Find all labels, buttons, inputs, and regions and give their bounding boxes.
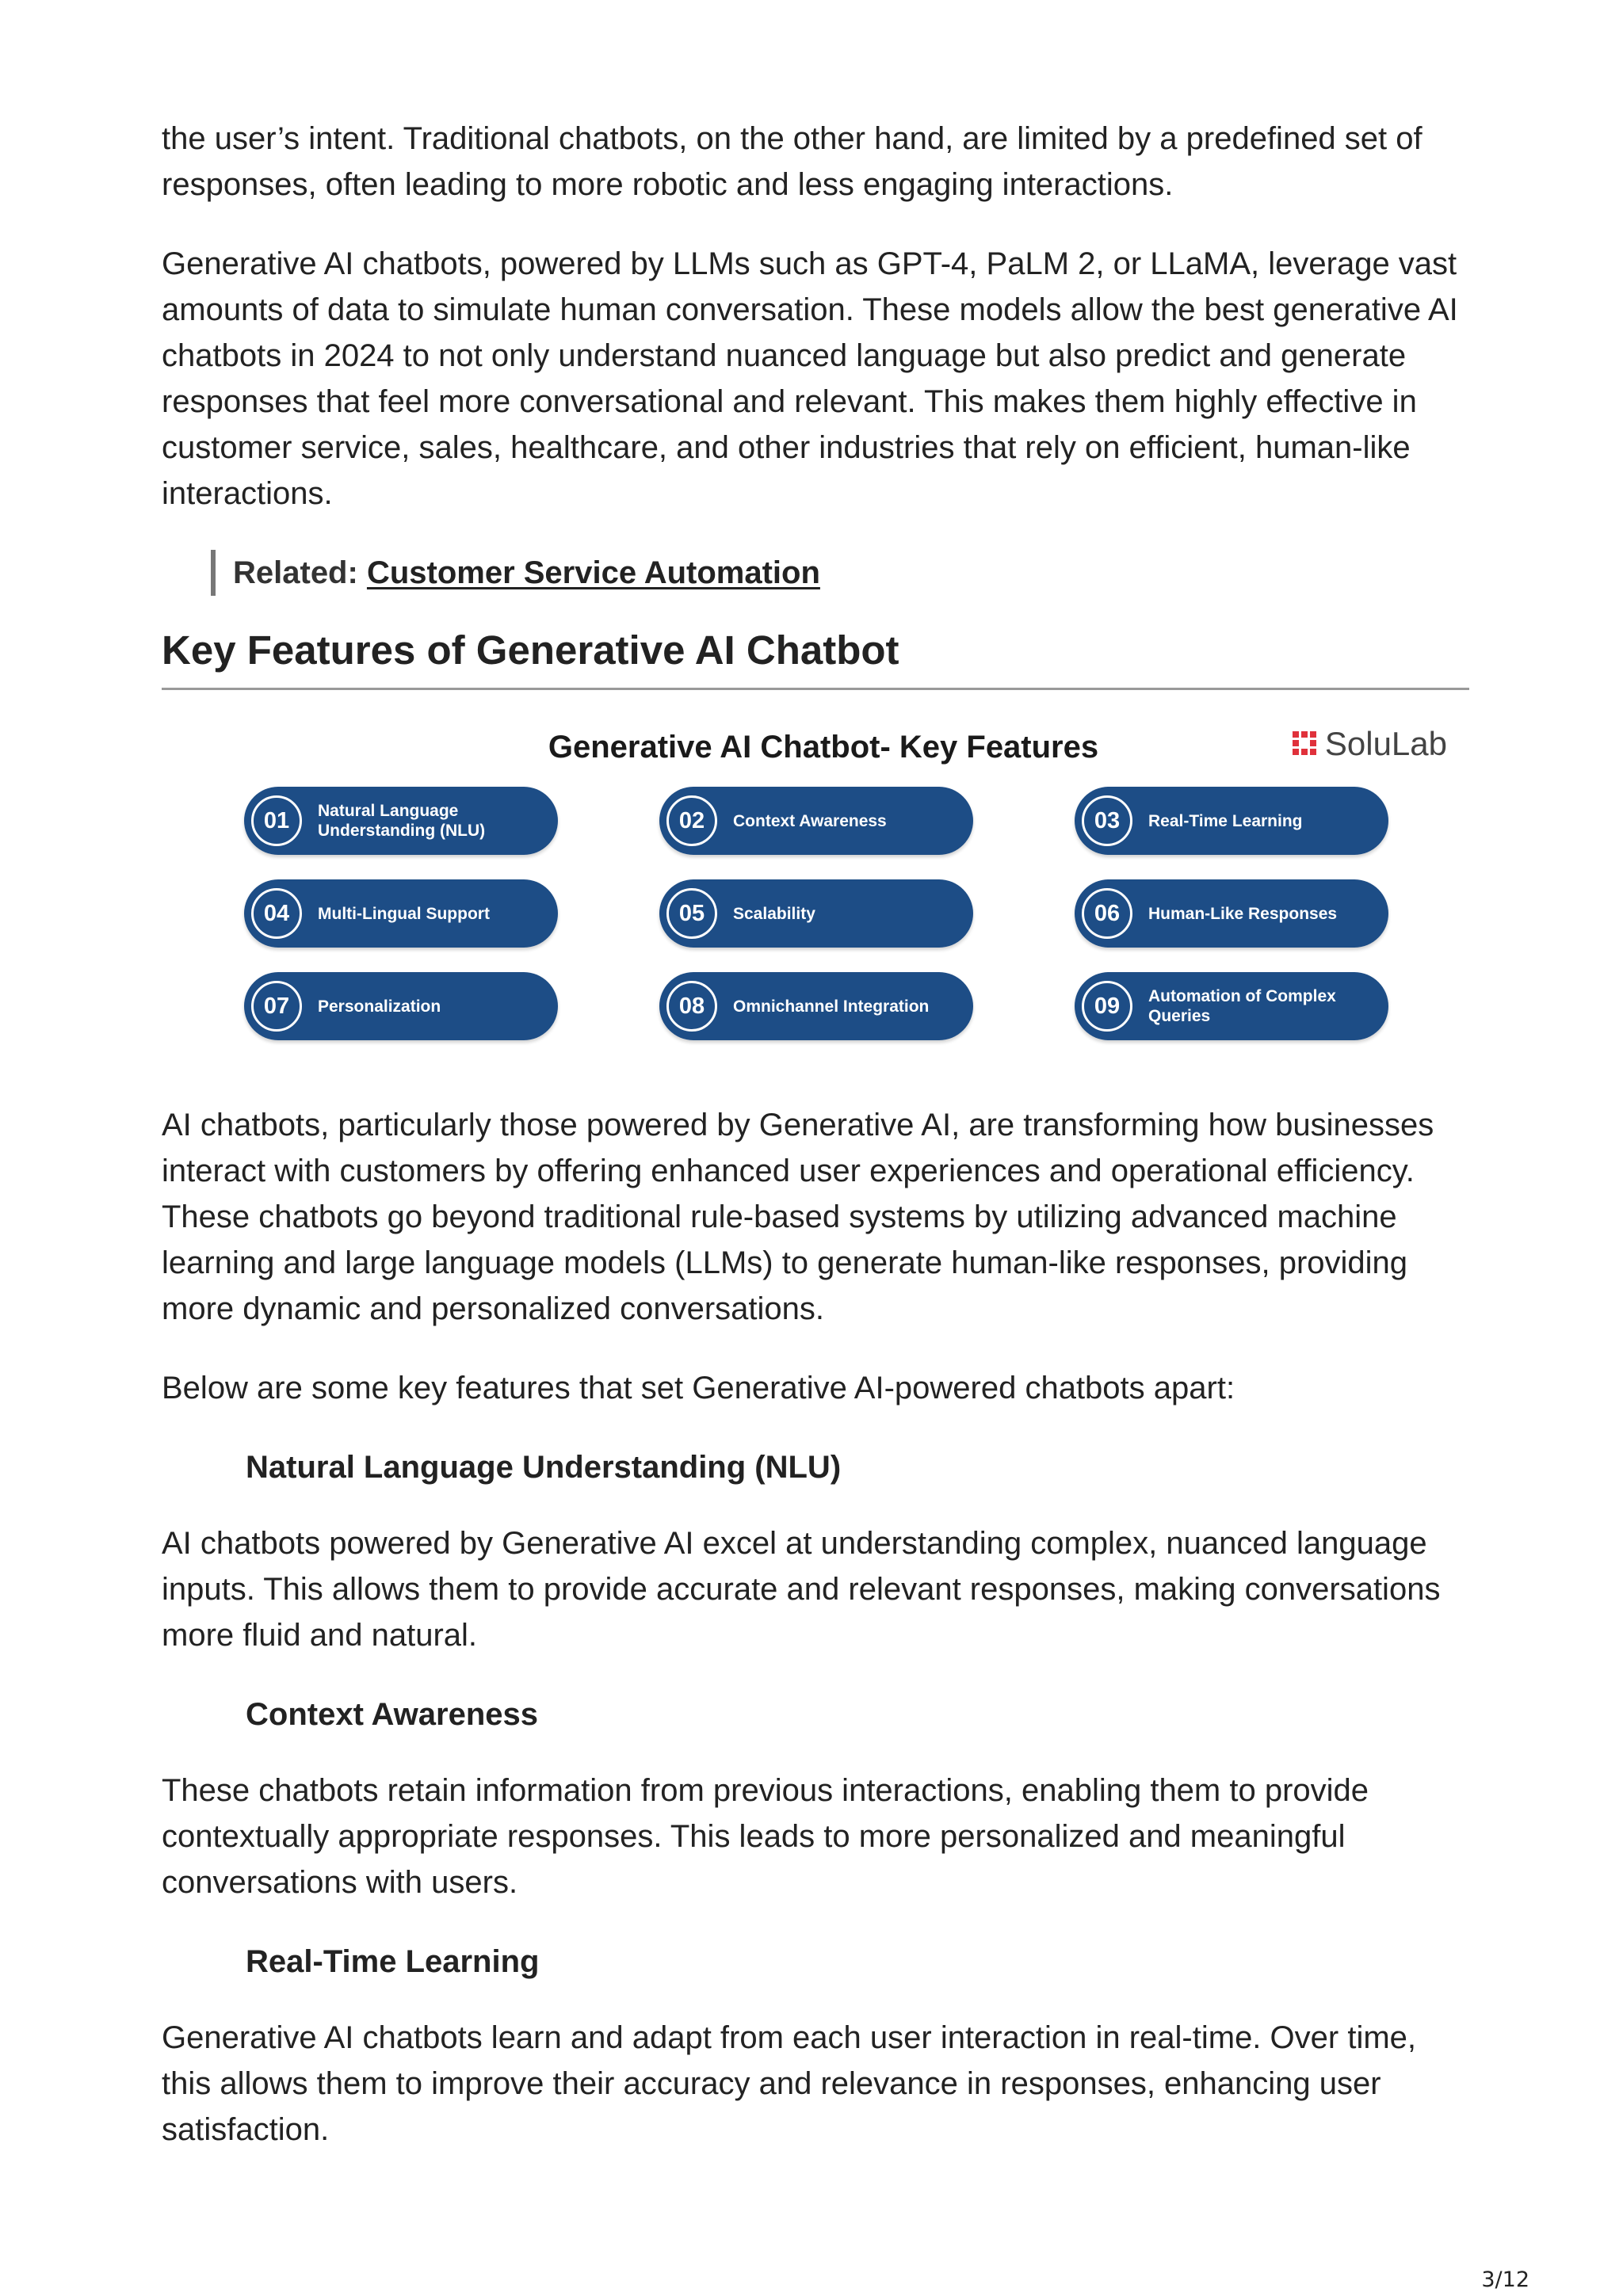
- feature-label: Scalability: [733, 904, 815, 923]
- feature-text-context: These chatbots retain information from previous interactions, enabling them to provide contextually appropriate responses. This leads to more personalized and meaningful conversations with users.: [162, 1773, 1369, 1900]
- feature-pill-06: [1075, 879, 1388, 948]
- feature-label: Multi-Lingual Support: [318, 904, 490, 923]
- related-callout: [211, 550, 1469, 596]
- feature-number: 07: [251, 981, 302, 1032]
- feature-label: Real-Time Learning: [1148, 811, 1303, 830]
- infographic-title: Generative AI Chatbot- Key Features: [548, 730, 1099, 765]
- feature-text-nlu: AI chatbots powered by Generative AI excel at understanding complex, nuanced language inputs. This allows them to provide accurate and relevant responses, making conversations more fluid and natural.: [162, 1526, 1441, 1653]
- intro-paragraph-1: the user’s intent. Traditional chatbots, on the other hand, are limited by a predefined set of responses, often leading to more robotic and less engaging interactions.: [162, 121, 1423, 202]
- feature-label: Omnichannel Integration: [733, 997, 930, 1016]
- feature-pill-05: [659, 879, 973, 948]
- feature-label: Automation of Complex Queries: [1148, 987, 1336, 1025]
- feature-label: Context Awareness: [733, 811, 887, 830]
- feature-number: 08: [666, 981, 717, 1032]
- feature-pill-07: [244, 972, 558, 1040]
- feature-number: 09: [1082, 981, 1132, 1032]
- key-features-infographic: [162, 690, 1469, 1102]
- section-heading: Key Features of Generative AI Chatbot: [162, 624, 1469, 690]
- feature-number: 03: [1082, 795, 1132, 846]
- brand-logo: [1292, 725, 1447, 763]
- feature-number: 02: [666, 795, 717, 846]
- feature-number: 06: [1082, 888, 1132, 939]
- feature-pill-04: [244, 879, 558, 948]
- page-number: 3/12: [1481, 2267, 1529, 2292]
- feature-pill-08: [659, 972, 973, 1040]
- feature-pill-02: [659, 787, 973, 855]
- solulab-logo-icon: [1292, 730, 1317, 758]
- feature-number: 05: [666, 888, 717, 939]
- body-paragraph-1: AI chatbots, particularly those powered by Generative AI, are transforming how businesses interact with customers by offering enhanced user experiences and operational efficiency. These chatbots go beyond traditional rule-based systems by utilizing advanced machine learning and large language models (LLMs) to generate human-like responses, providing more dynamic and personalized conversations.: [162, 1108, 1434, 1326]
- feature-heading-realtime: Real-Time Learning: [246, 1944, 540, 1979]
- brand-name: SoluLab: [1324, 725, 1447, 762]
- intro-paragraph-2: Generative AI chatbots, powered by LLMs such as GPT-4, PaLM 2, or LLaMA, leverage vast amounts of data to simulate human conversation. These models allow the best generative AI chatbots in 2024 to not only understand nuanced language but also predict and generate responses that feel more conversational and relevant. This makes them highly effective in customer service, sales, healthcare, and other industries that rely on efficient, human-like interactions.: [162, 246, 1458, 511]
- related-link[interactable]: Customer Service Automation: [366, 555, 820, 590]
- related-label: Related:: [233, 555, 358, 590]
- article-content: [162, 116, 1469, 2186]
- feature-number: 01: [251, 795, 302, 846]
- body-paragraph-2: Below are some key features that set Generative AI-powered chatbots apart:: [162, 1371, 1235, 1405]
- feature-label: Personalization: [318, 997, 441, 1016]
- feature-pill-03: [1075, 787, 1388, 855]
- feature-heading-context: Context Awareness: [246, 1697, 539, 1732]
- feature-pill-01: [244, 787, 558, 855]
- feature-number: 04: [251, 888, 302, 939]
- feature-text-realtime: Generative AI chatbots learn and adapt from each user interaction in real-time. Over time, this allows them to improve their accuracy and relevance in responses, enhancing user satisfaction.: [162, 2020, 1417, 2147]
- feature-label: Natural Language Understanding (NLU): [318, 802, 486, 840]
- feature-pill-09: [1075, 972, 1388, 1040]
- feature-heading-nlu: Natural Language Understanding (NLU): [246, 1450, 842, 1485]
- feature-label: Human-Like Responses: [1148, 904, 1338, 923]
